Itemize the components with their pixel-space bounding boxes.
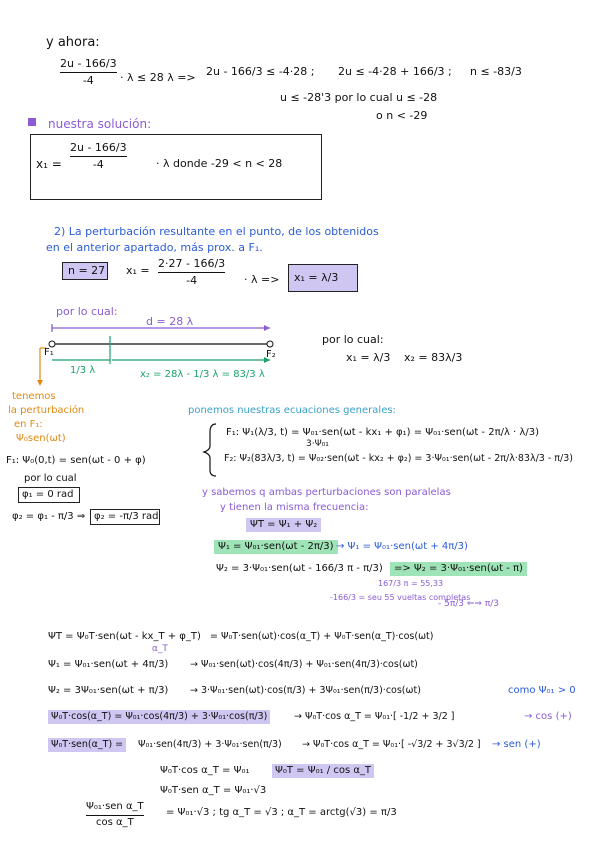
part2-line2: en el anterior apartado, más prox. a F₁.: [46, 241, 263, 254]
derivation-row3-note: como Ψ₀₁ > 0: [508, 685, 576, 696]
solution-heading: nuestra solución:: [48, 117, 152, 131]
intro-fraction-denominator: -4: [82, 73, 94, 87]
derivation-row3-left: Ψ₂ = 3Ψ₀₁·sen(ωt + π/3): [48, 685, 169, 696]
f1-equation: F₁: Ψ₁(λ/3, t) = Ψ₀₁·sen(ωt - kx₁ + φ₁) = Ψ₀₁·sen(ωt - 2π/λ · λ/3): [226, 427, 539, 438]
note-perturbacion: la perturbación: [8, 405, 85, 416]
intro-title: y ahora:: [46, 35, 100, 50]
intro-step-c: n ≤ -83/3: [470, 65, 522, 78]
sabemos-line2: y tienen la misma frecuencia:: [220, 502, 369, 513]
orange-arrowhead: [37, 380, 43, 386]
phi2-line: φ₂ = φ₁ - π/3 ⇒: [12, 511, 86, 522]
note-55-33: 167/3 π = 55,33: [378, 579, 444, 588]
derivation-row5-middle: Ψ₀₁·sen(4π/3) + 3·Ψ₀₁·sen(π/3): [138, 739, 282, 750]
left-segment-label: 1/3 λ: [70, 365, 96, 376]
derivation-row1-sub: α_T: [152, 644, 168, 654]
derivation-row8-fraction: [86, 802, 144, 828]
derivation-row4-highlight: Ψ₀T·cos(α_T) = Ψ₀₁·cos(4π/3) + 3·Ψ₀₁·cos(π/3): [48, 710, 270, 724]
intro-step-a: 2u - 166/3 ≤ -4·28 ;: [206, 65, 315, 78]
derivation-row1-right: = Ψ₀T·sen(ωt)·cos(α_T) + Ψ₀T·sen(α_T)·cos(ωt): [210, 631, 434, 642]
sabemos-line1: y sabemos q ambas perturbaciones son paralelas: [202, 487, 451, 498]
distance-arrowhead-right: [264, 325, 270, 331]
part2-x1-label: x₁ =: [126, 264, 150, 277]
part2-denominator: -4: [186, 273, 198, 287]
note-en-f1: en F₁:: [14, 419, 43, 430]
note-vueltas: -166/3 = seu 55 vueltas completas: [330, 593, 471, 602]
derivation-row2-right: → Ψ₀₁·sen(ωt)·cos(4π/3) + Ψ₀₁·sen(4π/3)·cos(ωt): [190, 659, 418, 670]
fraction-bar: [86, 815, 144, 816]
solution-denominator: -4: [92, 157, 104, 171]
f1-label: F₁: [44, 347, 54, 358]
annotation-3psi: 3·Ψ₀₁: [306, 439, 329, 449]
derivation-row8-denominator: cos α_T: [95, 816, 134, 828]
equations-brace: [204, 424, 216, 476]
derivation-row7: Ψ₀T·sen α_T = Ψ₀₁·√3: [160, 785, 267, 796]
left-por-lo-cual: por lo cual: [24, 473, 77, 484]
intro-step-3: o n < -29: [376, 109, 428, 122]
diagram-right-por-lo-cual: por lo cual:: [322, 333, 384, 346]
intro-fraction-numerator: 2u - 166/3: [60, 57, 117, 70]
derivation-row8-numerator: Ψ₀₁·sen α_T: [86, 801, 144, 812]
part2-numerator: 2·27 - 166/3: [158, 257, 226, 270]
solution-lhs: x₁ =: [36, 157, 62, 171]
derivation-row5-highlight: Ψ₀T·sen(α_T) =: [48, 738, 126, 752]
equations-heading: ponemos nuestras ecuaciones generales:: [188, 405, 396, 416]
derivation-row4-right: → Ψ₀T·cos α_T = Ψ₀₁·[ -1/2 + 3/2 ]: [294, 711, 455, 722]
diagram-x1-value: x₁ = λ/3: [346, 351, 391, 364]
psi2-result: => Ψ₂ = 3·Ψ₀₁·sen(ωt - π): [390, 562, 527, 576]
psiT-sum: ΨT = Ψ₁ + Ψ₂: [246, 518, 321, 532]
intro-step-2: u ≤ -28'3 por lo cual u ≤ -28: [280, 91, 438, 104]
solution-tail: · λ donde -29 < n < 28: [156, 157, 283, 170]
derivation-row6: Ψ₀T·cos α_T = Ψ₀₁: [160, 765, 250, 776]
derivation-row5-right: → Ψ₀T·cos α_T = Ψ₀₁·[ -√3/2 + 3√3/2 ]: [302, 739, 481, 750]
note-psi0-sen: Ψ₀sen(ωt): [16, 433, 66, 444]
diagram-x2-value: x₂ = 83λ/3: [404, 351, 463, 364]
derivation-row5-note: → sen (+): [492, 739, 541, 750]
derivation-row6-box: Ψ₀T = Ψ₀₁ / cos α_T: [272, 764, 374, 778]
f1-definition: F₁: Ψ₀(0,t) = sen(ωt - 0 + φ): [6, 455, 146, 466]
psi1-highlight: Ψ₁ = Ψ₀₁·sen(ωt - 2π/3): [214, 540, 338, 554]
solution-numerator: 2u - 166/3: [70, 141, 127, 154]
phi1-value: φ₁ = 0 rad: [22, 489, 74, 500]
intro-inequality-tail: · λ ≤ 28 λ =>: [120, 71, 196, 84]
derivation-row1-left: ΨT = Ψ₀T·sen(ωt - kx_T + φ_T): [48, 631, 201, 642]
right-segment-label: x₂ = 28λ - 1/3 λ = 83/3 λ: [140, 369, 265, 380]
derivation-row8-rest: = Ψ₀₁·√3 ; tg α_T = √3 ; α_T = arctg(√3) = π/3: [166, 807, 397, 818]
psi1-result: → Ψ₁ = Ψ₀₁·sen(ωt + 4π/3): [336, 541, 468, 552]
diagram-por-lo-cual: por lo cual:: [56, 305, 118, 318]
derivation-row4-note: → cos (+): [524, 711, 572, 722]
n-value-label: n = 27: [68, 264, 106, 277]
derivation-row2-left: Ψ₁ = Ψ₀₁·sen(ωt + 4π/3): [48, 659, 169, 670]
diagram-distance-label: d = 28 λ: [146, 315, 194, 328]
phi2-value: φ₂ = -π/3 rad: [94, 511, 159, 522]
f2-label: F₂: [266, 349, 276, 360]
x1-result-label: x₁ = λ/3: [294, 271, 339, 284]
psi2-line: Ψ₂ = 3·Ψ₀₁·sen(ωt - 166/3 π - π/3): [216, 563, 383, 574]
note-tenemos: tenemos: [12, 391, 56, 402]
f2-equation: F₂: Ψ₂(83λ/3, t) = Ψ₀₂·sen(ωt - kx₂ + φ₂) = 3·Ψ₀₁·sen(ωt - 2π/λ·83λ/3 - π/3): [224, 453, 573, 464]
part2-tail: · λ =>: [244, 273, 280, 286]
note-5pi: - 5π/3 ⇐⇒ π/3: [438, 599, 499, 609]
derivation-row3-right: → 3·Ψ₀₁·sen(ωt)·cos(π/3) + 3Ψ₀₁·sen(π/3)·cos(ωt): [190, 685, 421, 696]
intro-step-b: 2u ≤ -4·28 + 166/3 ;: [338, 65, 452, 78]
part2-line1: 2) La perturbación resultante en el punto, de los obtenidos: [54, 225, 379, 238]
f2-point: [267, 341, 273, 347]
